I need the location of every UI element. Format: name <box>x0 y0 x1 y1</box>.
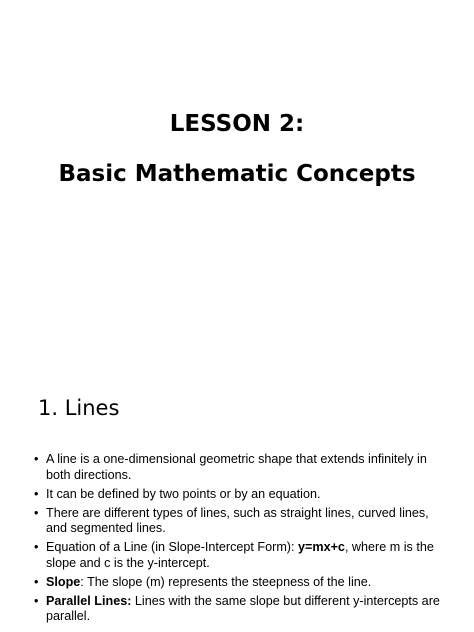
bullet-item-line-equation <box>34 540 440 571</box>
bullet-text: It can be defined by two points or by an equation. <box>46 486 321 501</box>
bullet-item-line-types <box>34 506 440 537</box>
bullet-term: Parallel Lines: <box>46 593 132 608</box>
bullet-icon: • <box>34 452 39 466</box>
bullet-text: There are different types of lines, such as straight lines, curved lines, and segmented lines. <box>46 505 429 535</box>
bullet-text-continued: , where m is the slope and c is the y-intercept. <box>46 540 434 570</box>
bullet-item-line-definition <box>34 452 440 483</box>
bullet-icon: • <box>34 593 39 608</box>
bullet-term: Slope <box>46 574 81 589</box>
bullet-item-parallel-lines <box>34 594 440 625</box>
equation-formula: y=mx+c <box>298 540 345 554</box>
bullet-icon: • <box>34 486 39 501</box>
bullet-text: : The slope (m) represents the steepness of the line. <box>80 574 372 589</box>
bullet-icon: • <box>34 505 39 520</box>
bullet-item-slope <box>34 575 440 591</box>
bullet-icon: • <box>34 540 39 554</box>
bullet-item-two-points <box>34 487 440 503</box>
bullet-text: A line is a one-dimensional geometric shape that extends infinitely in both directions. <box>46 452 427 482</box>
bullet-text: Lines with the same slope but different y-intercepts are parallel. <box>46 593 440 623</box>
bullet-list <box>34 452 440 628</box>
bullet-text: Equation of a Line (in Slope-Intercept Form): <box>46 540 299 554</box>
lesson-topic-title: Basic Mathematic Concepts <box>58 161 416 187</box>
section-heading: 1. Lines <box>38 396 120 420</box>
lesson-number-title: LESSON 2: <box>169 111 305 137</box>
bullet-icon: • <box>34 574 39 589</box>
